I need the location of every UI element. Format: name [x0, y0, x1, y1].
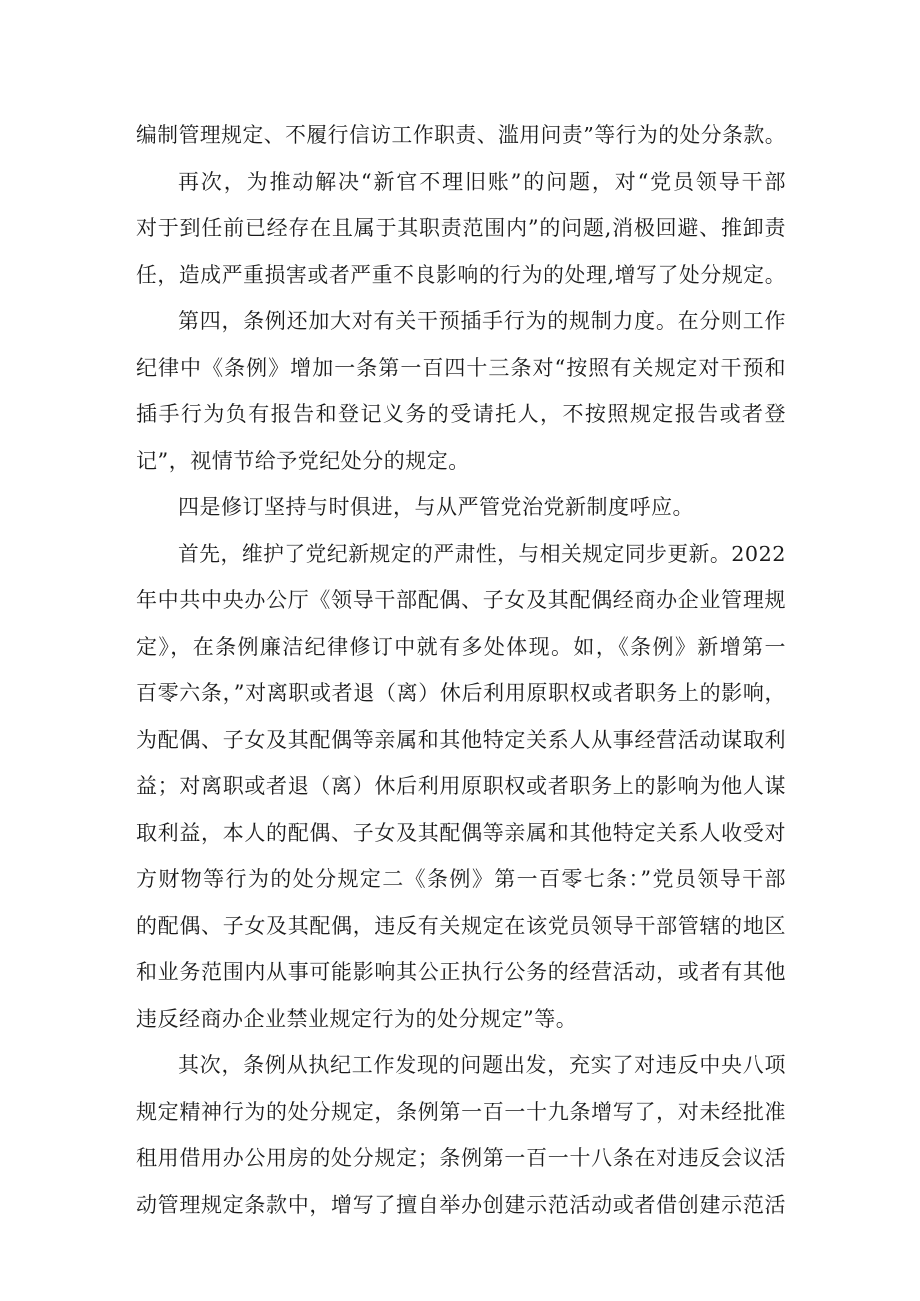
text-line: 百零六条，”对离职或者退（离）休后利用原职权或者职务上的影响， [136, 681, 786, 705]
text-line: 四是修订坚持与时俱进，与从严管党治党新制度呼应。 [178, 495, 694, 519]
text-line: 规定精神行为的处分规定，条例第一百一十九条增写了，对未经批准 [136, 1099, 786, 1124]
text-line: 违反经商办企业禁业规定行为的处分规定”等。 [136, 1006, 578, 1031]
text-line: 益；对离职或者退（离）休后利用原职权或者职务上的影响为他人谋 [136, 774, 786, 798]
text-line: 的配偶、子女及其配偶，违反有关规定在该党员领导干部管辖的地区 [136, 913, 786, 938]
text-line: 再次，为推动解决“新官不理旧账”的问题，对“党员领导干部 [178, 169, 786, 194]
text-line: 插手行为负有报告和登记义务的受请托人，不按照规定报告或者登 [136, 402, 786, 426]
text-line: 对于到任前已经存在且属于其职责范围内”的问题,消极回避、推卸责 [136, 216, 786, 240]
document-body [136, 112, 786, 1228]
text-line: 为配偶、子女及其配偶等亲属和其他特定关系人从事经营活动谋取利 [136, 727, 786, 752]
text-line: 租用借用办公用房的处分规定；条例第一百一十八条在对违反会议活 [136, 1146, 786, 1170]
text-line: 年中共中央办公厅《领导干部配偶、子女及其配偶经商办企业管理规 [136, 588, 786, 612]
text-line: 定》，在条例廉洁纪律修订中就有多处体现。如，《条例》新增第一 [136, 634, 786, 659]
text-line: 编制管理规定、不履行信访工作职责、滥用问责”等行为的处分条款。 [136, 123, 786, 147]
text-line: 任，造成严重损害或者严重不良影响的行为的处理,增写了处分规定。 [136, 262, 786, 287]
text-line: 首先，维护了党纪新规定的严肃性，与相关规定同步更新。2022 [178, 541, 786, 566]
text-line: 取利益，本人的配偶、子女及其配偶等亲属和其他特定关系人收受对 [136, 820, 786, 845]
text-line: 方财物等行为的处分规定二《条例》第一百零七条：”党员领导干部 [136, 867, 786, 891]
text-line: 动管理规定条款中，增写了擅自举办创建示范活动或者借创建示范活 [136, 1192, 786, 1217]
text-line: 记”，视情节给予党纪处分的规定。 [136, 448, 470, 473]
text-line: 和业务范围内从事可能影响其公正执行公务的经营活动，或者有其他 [136, 960, 786, 984]
text-line: 第四，条例还加大对有关干预插手行为的规制力度。在分则工作 [178, 309, 786, 333]
text-line: 其次，条例从执纪工作发现的问题出发，充实了对违反中央八项 [178, 1053, 786, 1077]
text-line: 纪律中《条例》增加一条第一百四十三条对“按照有关规定对干预和 [136, 355, 786, 380]
